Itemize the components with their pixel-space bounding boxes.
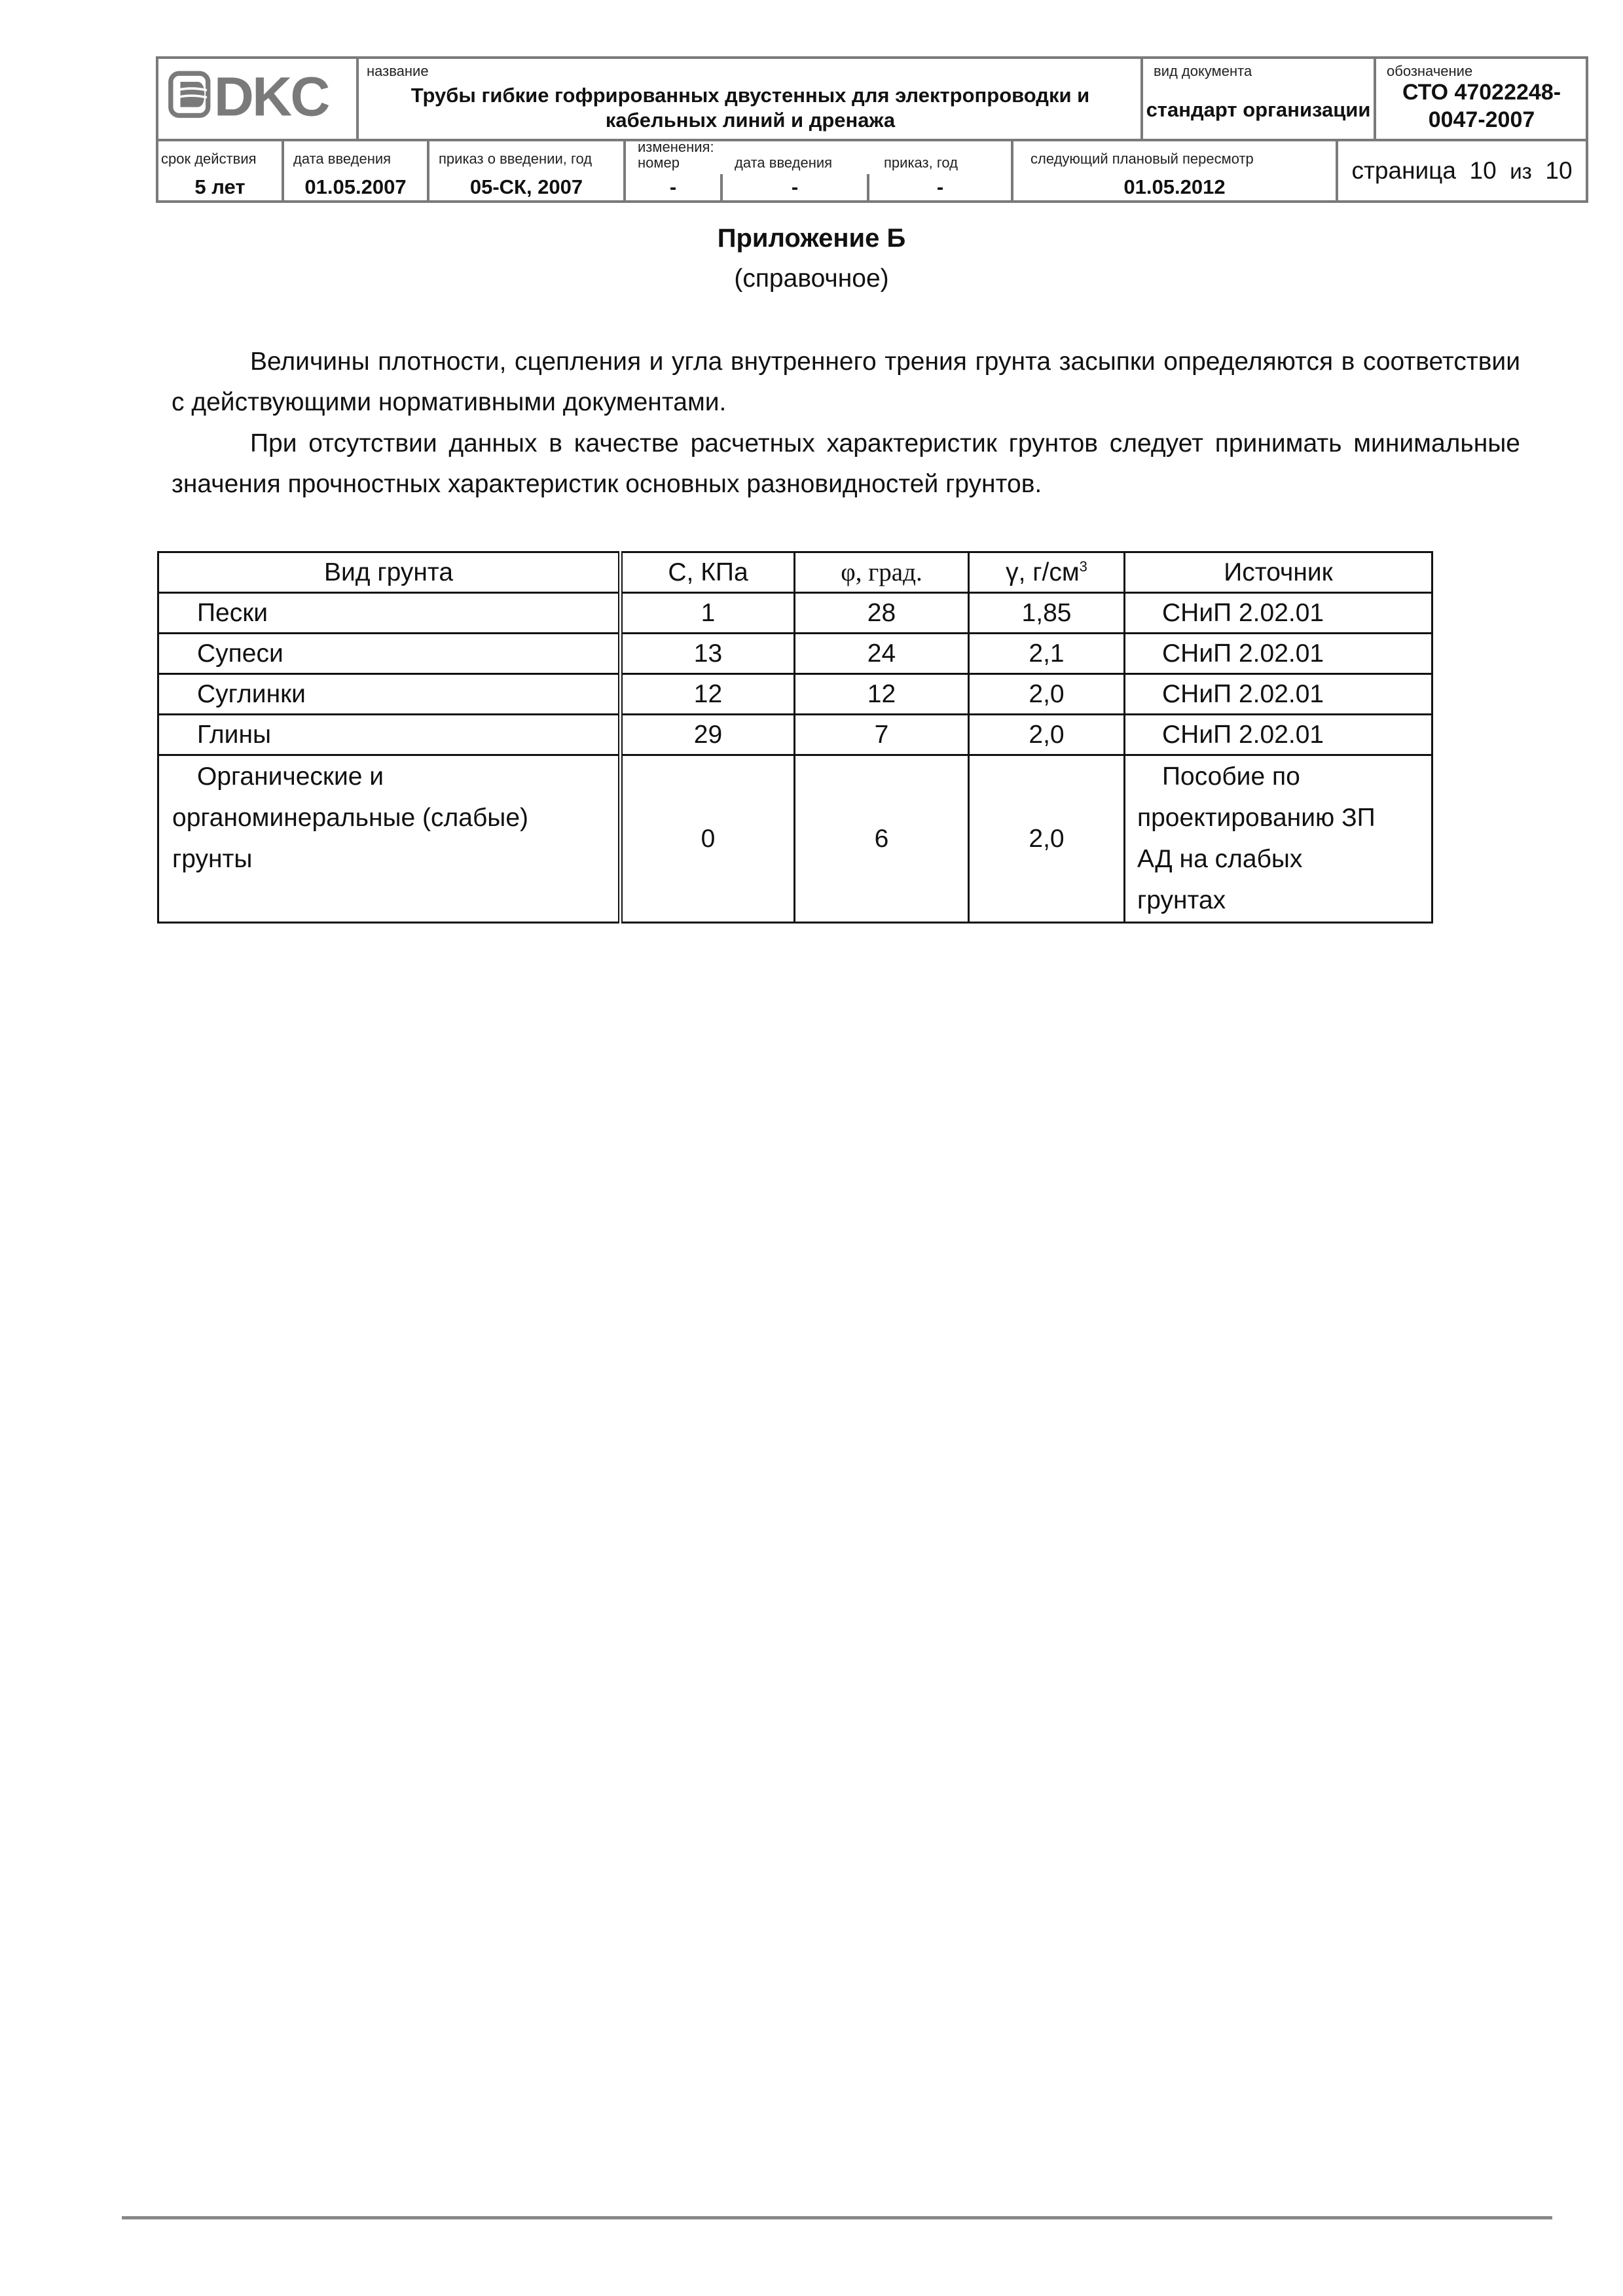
validity-value: 5 лет [194,175,246,198]
page-total: 10 [1545,157,1573,184]
source-line: Пособие по [1162,762,1300,791]
density-cell: 1,85 [969,593,1125,634]
svg-text:DKC: DKC [213,65,329,128]
order-value: 05-СК, 2007 [469,175,583,198]
intro-date-label: дата введения [293,151,392,167]
doc-type-label: вид документа [1154,63,1252,79]
density-cell: 2,0 [969,674,1125,715]
annex-subtitle: (справочное) [734,264,889,293]
paragraph-2: При отсутствии данных в качестве расчетных характеристик грунтов следует принимать минимальные значения прочностных характеристик основных разновидностей грунтов. [172,429,1520,498]
table-row [158,593,1432,634]
soil-type-cell [158,755,621,923]
density-cell: 2,1 [969,634,1125,674]
source-cell: СНиП 2.02.01 [1125,593,1432,634]
source-line: проектированию ЗП [1137,804,1376,832]
soil-type-cell: Супеси [158,634,621,674]
cohesion-cell: 29 [621,715,795,755]
density-cell: 2,0 [969,755,1125,923]
soil-properties-table [157,551,1433,924]
next-review-value: 01.05.2012 [1123,175,1226,198]
intro-date-value: 01.05.2007 [304,175,407,198]
header-bottom-row [156,139,1588,203]
table-header-row [158,552,1432,593]
friction-angle-cell: 6 [795,755,969,923]
soil-type-cell: Суглинки [158,674,621,715]
page-of: из [1510,159,1532,183]
source-cell: СНиП 2.02.01 [1125,674,1432,715]
source-cell [1125,755,1432,923]
changes-date-label: дата введения [735,154,833,171]
designation-line2: 0047-2007 [1428,107,1535,132]
changes-order-value: - [936,175,944,198]
document-name-line1: Трубы гибкие гофрированных двустенных для электропроводки и [410,84,1090,107]
document-name-line2: кабельных линий и дренажа [605,109,896,132]
friction-angle-cell: 28 [795,593,969,634]
cohesion-cell: 13 [621,634,795,674]
soil-type-cell: Глины [158,715,621,755]
table-row [158,755,1432,923]
next-review-label: следующий плановый пересмотр [1030,151,1254,167]
header-soil-type: Вид грунта [158,552,621,593]
paragraph-1: Величины плотности, сцепления и угла внутреннего трения грунта засыпки определяются в соответствии с действующими нормативными документами. [172,348,1520,416]
header-friction-angle: φ, град. [795,552,969,593]
header-density: γ, $г/см^3$ [969,552,1125,593]
doc-type-value: стандарт организации [1146,98,1371,121]
table-row [158,715,1432,755]
soil-type-line: органоминеральные (слабые) [172,804,529,832]
changes-order-label: приказ, год [884,154,958,171]
source-cell: СНиП 2.02.01 [1125,715,1432,755]
page-word: страница [1351,157,1456,184]
friction-angle-cell: 12 [795,674,969,715]
validity-label: срок действия [161,151,257,167]
footer-divider [122,2216,1552,2219]
cohesion-cell: 1 [621,593,795,634]
changes-number-value: - [669,175,677,198]
changes-number-label: номер [638,154,680,171]
cohesion-cell: 0 [621,755,795,923]
table-row [158,674,1432,715]
changes-label: изменения: [638,139,714,155]
table-row [158,634,1432,674]
source-cell: СНиП 2.02.01 [1125,634,1432,674]
cohesion-cell: 12 [621,674,795,715]
page-counter [1338,157,1586,185]
source-line: АД на слабых [1137,845,1303,873]
designation-line1: СТО 47022248- [1402,80,1561,105]
friction-angle-cell: 7 [795,715,969,755]
header-source: Источник [1125,552,1432,593]
source-line: грунтах [1137,886,1226,914]
designation-label: обозначение [1387,63,1473,79]
name-label: название [367,63,429,79]
order-label: приказ о введении, год [439,151,593,167]
soil-type-line: грунты [172,845,253,873]
annex-title: Приложение Б [717,224,906,253]
soil-type-cell: Пески [158,593,621,634]
density-cell: 2,0 [969,715,1125,755]
friction-angle-cell: 24 [795,634,969,674]
soil-type-line: Органические и [197,762,384,791]
header-top-row [156,56,1588,141]
header-cohesion: С, КПа [621,552,795,593]
changes-date-value: - [791,175,799,198]
page-current: 10 [1469,157,1497,184]
